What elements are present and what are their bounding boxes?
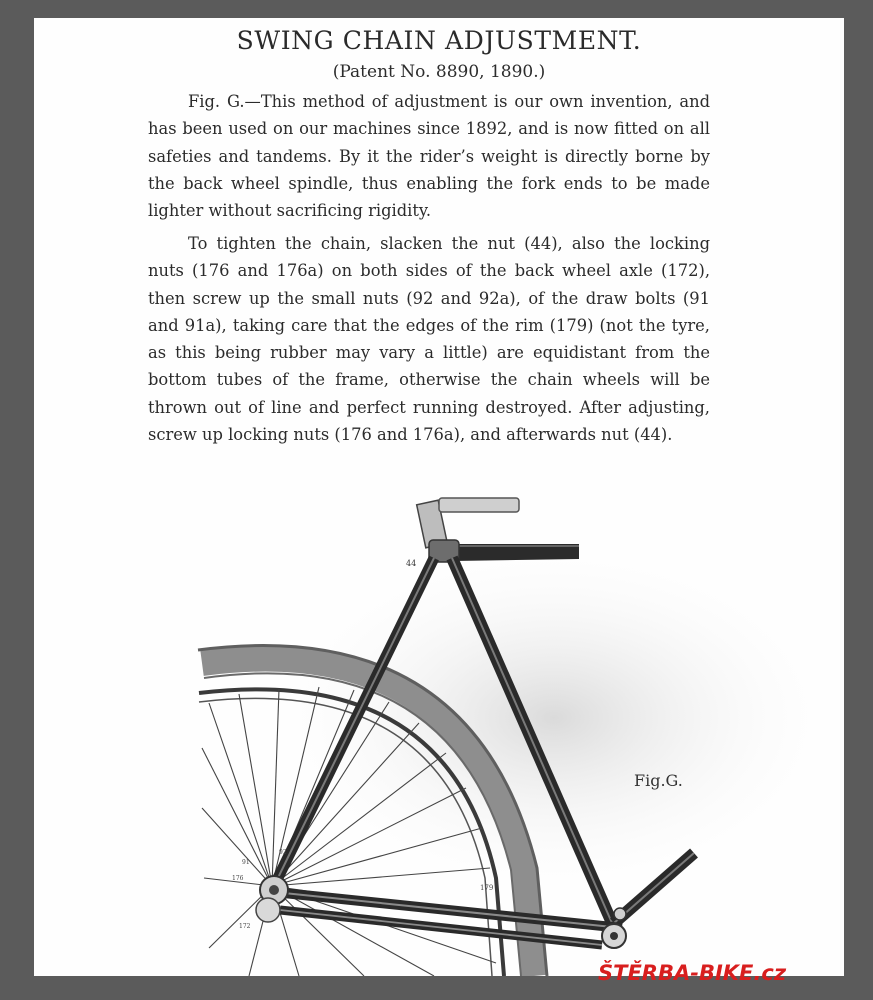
paragraph-fig-g: Fig. G.—This method of adjustment is our own invention, and has been used on our machines since 1892, and is now fitted on all safeties and tandems. By it the rider’s weight is directly borne by the back wheel spindle, thus enabling the fork ends to be made lighter without sacrificing rigidity. <box>148 92 710 221</box>
seat-clamp <box>439 498 519 512</box>
label-rim-179: 179 <box>480 884 494 892</box>
figure-caption: Fig.G. <box>634 771 683 790</box>
label-91: 91 <box>242 859 250 866</box>
site-watermark <box>598 961 786 985</box>
label-172: 172 <box>239 923 251 930</box>
patent-subtitle: (Patent No. 8890, 1890.) <box>332 62 546 82</box>
label-92: 92 <box>279 849 287 856</box>
watermark-domain: -BIKE.cz <box>690 961 787 985</box>
watermark-brand: ŠTĚRBA <box>598 961 691 985</box>
label-176: 176 <box>232 875 244 882</box>
bicycle-frame-illustration <box>34 18 844 976</box>
paragraph-instructions: To tighten the chain, slacken the nut (44), also the locking nuts (176 and 176a) on both sides of the back wheel axle (172), then screw up the small nuts (92 and 92a), of the draw bolts (91 and 91a), taking care that the edges of the rim (179) (not the tyre, as this being rubber may vary a little) are equidistant from the bottom tubes of the frame, otherwise the chain wheels will be thrown out of line and perfect running destroyed. After adjusting, screw up locking nuts (176 and 176a), and afterwards nut (44). <box>148 234 710 445</box>
book-page <box>34 18 844 976</box>
page-title: SWING CHAIN ADJUSTMENT. <box>236 26 642 55</box>
chain-wheel <box>256 898 280 922</box>
label-nut-44: 44 <box>406 559 417 568</box>
